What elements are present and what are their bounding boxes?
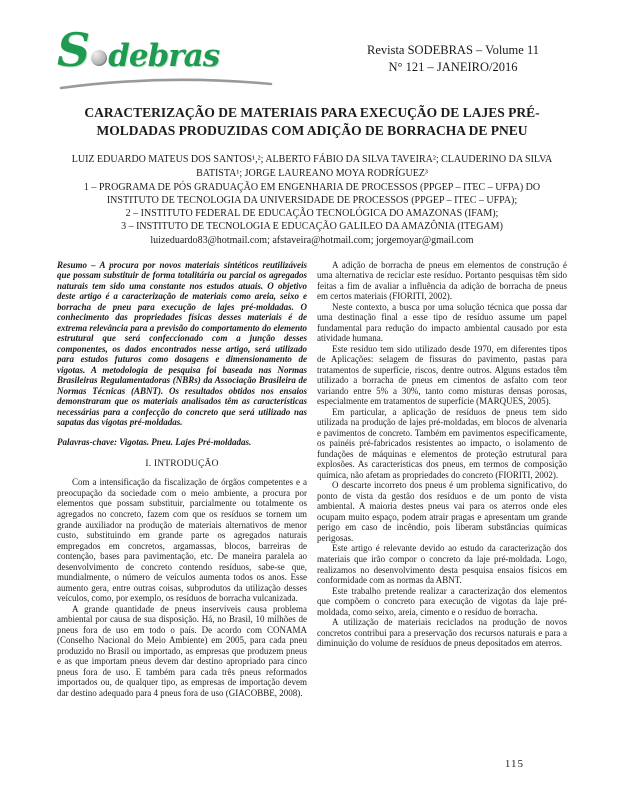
affiliations (57, 181, 567, 234)
logo-underline-swoosh (57, 76, 275, 90)
two-column-body (57, 260, 567, 699)
page-header (57, 23, 567, 90)
logo-golf-ball-icon (91, 50, 107, 66)
right-paragraph-3: Este resíduo tem sido utilizado desde 1970, em diferentes tipos de Aplicações: selagem de fissuras do pavimento, pastas para tratamentos de superfície, riscos, dentre outros. Alguns estados têm utilizado a borracha de pneus em cimentos de asfalto com teor variando entre 5% a 30%, tanto como misturas densas porosas, especialmente em tratamentos de superfície (MARQUES, 2005). (317, 343, 567, 407)
abstract-paragraph (57, 260, 307, 428)
journal-volume-line: Revista SODEBRAS – Volume 11 (366, 43, 539, 57)
keywords-line: Palavras-chave: Vigotas. Pneu. Lajes Pré-moldadas. (57, 436, 252, 447)
left-column (57, 260, 307, 699)
right-paragraph-6: Este artigo é relevante devido ao estudo da caracterização dos materiais que irão compor o concreto da laje pré-moldada. Logo, realizamos no desenvolvimento desta pesquisa ensaios físicos em conformidade com as normas da ABNT. (317, 543, 567, 586)
sodebras-logo (57, 23, 292, 90)
right-paragraph-5: O descarte incorreto dos pneus é um problema significativo, do ponto de vista da gestão dos resíduos e de um ponto de vista ambiental. A maioria destes pneus vai para os aterros onde eles ocupam muito espaço, podem atrair pragas e apresentam um grande perigo em caso de incêndio, pois liberam substâncias químicas perigosas. (317, 480, 567, 543)
affiliation-3: 3 – INSTITUTO DE TECNOLOGIA E EDUCAÇÃO GALILEO DA AMAZÔNIA (ITEGAM) (121, 221, 503, 233)
affiliation-1: 1 – PROGRAMA DE PÓS GRADUAÇÃO EM ENGENHARIA DE PROCESSOS (PPGEP – ITEC – UFPA) DO INSTITUTO DE TECNOLOGIA DA UNIVERSIDADE DE PROCESSOS (PPGEP – ITEC – UFPA); (83, 181, 541, 206)
journal-info (367, 42, 539, 76)
right-paragraph-1: A adição de borracha de pneus em elementos de construção é uma alternativa de reciclar este resíduo. Portanto pesquisas têm sido feitas a fim de avaliar a influência da adição de borracha de pneus em certos materiais (FIORITI, 2002). (317, 259, 567, 302)
right-paragraph-7: Este trabalho pretende realizar a caracterização dos elementos que compõem o concreto para execução de vigotas da laje pré-moldada, como seixo, areia, cimento e o resíduo de borracha. (317, 585, 567, 617)
abstract-text: A procura por novos materiais sintéticos reutilizáveis que possam substituir de forma totalitária ou parcial os agregados naturais tem sido uma constante nos estudos atuais. O objetivo deste artigo é a caracterização de materiais como areia, seixo e borracha de pneu para execução de lajes pré-moldadas. O conhecimento das propriedades físicas desses materiais é de extrema relevância para a previsão do comportamento do elemento estrutural que será confeccionado com a junção desses componentes, os dados encontrados nesse artigo, será utilizado para estudos futuros como dosagens e dimensionamento de vigotas. A metodologia de pesquisa foi baseada nas Normas Brasileiras Regulamentadoras (NBRs) da Associação Brasileira de Normas Técnicas (ABNT). Os resultados obtidos nos ensaios demonstraram que os materiais analisados têm as características necessárias para a confecção do concreto que será utilizado nas sapatas das vigotas pré-moldadas. (57, 259, 307, 428)
section-heading-introduction: I. INTRODUÇÃO (145, 459, 219, 470)
authors-line: LUIZ EDUARDO MATEUS DOS SANTOS¹,²; ALBERTO FÁBIO DA SILVA TAVEIRA²; CLAUDERINO DA SILVA BATISTA¹; JORGE LAUREANO MOYA RODRÍGUEZ³ (71, 154, 553, 179)
right-paragraph-4: Em particular, a aplicação de resíduos de pneus tem sido utilizada na produção de lajes pré-moldadas, em blocos de alvenaria e pavimentos de concreto. Também em pavimentos especificamente, os painéis pré-fabricados resistentes ao impacto, o isolamento de fundações de máquinas e elementos de proteção estrutural para explosões. As características dos pneus, em termos de composição química, não afetam as propriedades do concreto (FIORITI, 2002). (317, 406, 567, 480)
intro-paragraph-2: A grande quantidade de pneus inservíveis causa problema ambiental por causa de sua disposição. Há, no Brasil, 10 milhões de pneus fora de uso em todo o país. De acordo com CONAMA (Conselho Nacional do Meio Ambiente) em 2005, para cada pneu produzido no Brasil ou importado, as empresas que produzem pneus e as que importam pneus devem dar destino apropriado para cinco pneus fora de uso. E também para cada três pneus reformados importados ou, de qualquer tipo, as empresas de importação devem dar destino adequado para 4 pneus fora de uso (GIACOBBE, 2008). (57, 603, 307, 698)
right-paragraph-2: Neste contexto, a busca por uma solução técnica que possa dar uma destinação final a esse tipo de resíduo assume um papel fundamental para redução do impacto ambiental causado por esta atividade humana. (317, 301, 567, 344)
logo-wordmark: debras (108, 38, 220, 74)
journal-issue-line: N° 121 – JANEIRO/2016 (388, 59, 518, 74)
affiliation-2: 2 – INSTITUTO FEDERAL DE EDUCAÇÃO TECNOLÓGICA DO AMAZONAS (IFAM); (125, 208, 499, 220)
paper-title: CARACTERIZAÇÃO DE MATERIAIS PARA EXECUÇÃO DE LAJES PRÉ-MOLDADAS PRODUZIDAS COM ADIÇÃO DE BORRACHA DE PNEU (84, 105, 540, 139)
author-emails: luizeduardo83@hotmail.com; afstaveira@hotmail.com; jorgemoyar@gmail.com (150, 234, 474, 246)
right-column (317, 260, 567, 699)
page-number: 115 (504, 758, 524, 770)
intro-paragraph-1: Com a intensificação da fiscalização de órgãos competentes e a preocupação da sociedade com o meio ambiente, a procura por elementos que possam substituir, parcialmente ou totalmente os agregados no concreto, fazem com que os resíduos se tornem um grande auxiliador na produção de materiais alternativos de menor custo, substituindo em grande parte os agregados naturais empregados em concretos, argamassas, blocos, barreiras de contenção, bases para pavimentação, etc. De maneira paralela ao desenvolvimento de concreto contendo resíduos, sabe-se que, mundialmente, o número de veículos aumenta todos os anos. Esse aumento gera, entre outras coisas, subprodutos da utilização desses veículos, como, por exemplo, os resíduos de borracha vulcanizada. (57, 477, 307, 604)
right-paragraph-8: A utilização de materiais reciclados na produção de novos concretos contribui para a preservação dos recursos naturais e para a diminuição do volume de resíduos de pneus depositados em aterros. (317, 617, 567, 649)
logo-letter-s: S (57, 23, 91, 78)
abstract-label: Resumo – (57, 259, 96, 270)
